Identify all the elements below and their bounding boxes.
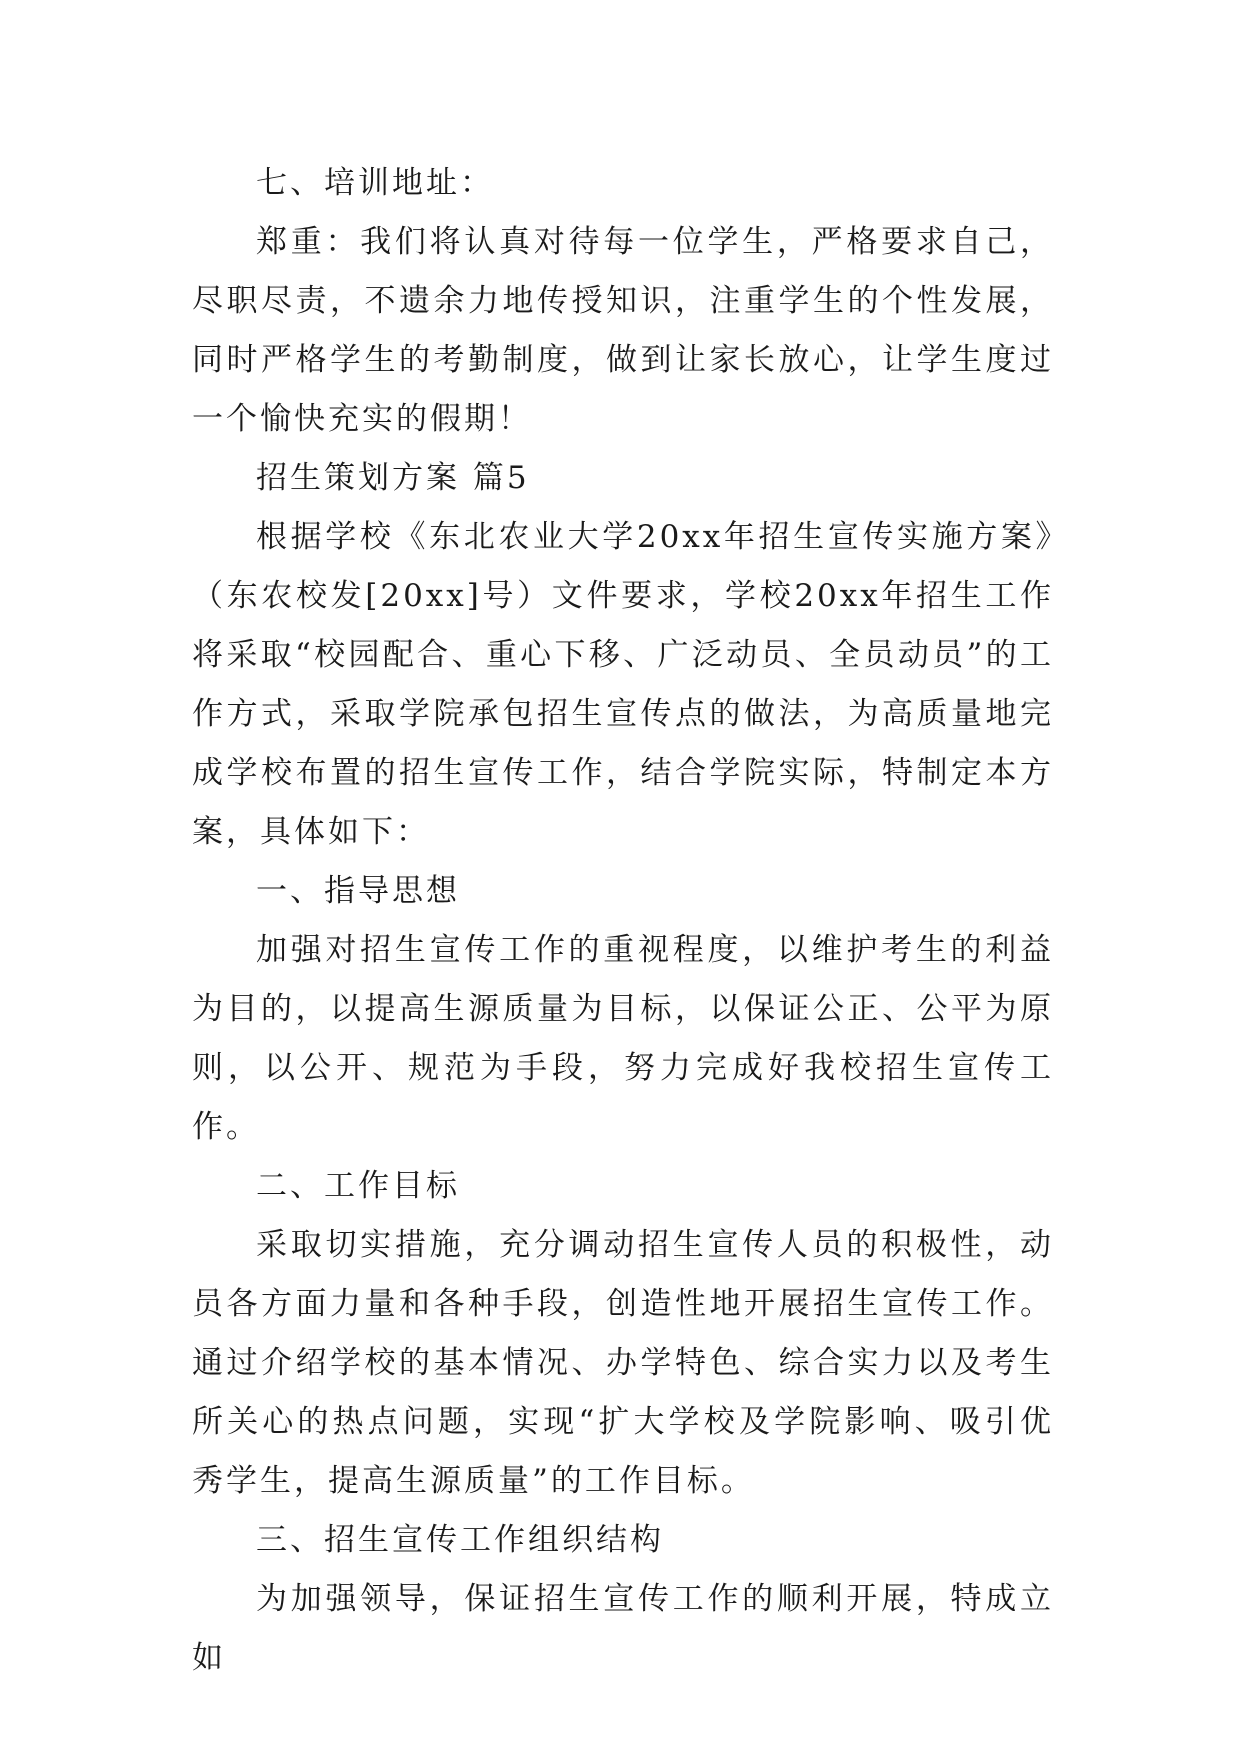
paragraph-commitment: 郑重：我们将认真对待每一位学生，严格要求自己，尽职尽责，不遗余力地传授知识，注重学生的个性发展，同时严格学生的考勤制度，做到让家长放心，让学生度过一个愉快充实的假期！: [192, 224, 1054, 437]
document-body: [192, 154, 1054, 1688]
paragraph-guiding-ideology: 加强对招生宣传工作的重视程度，以维护考生的利益为目的，以提高生源质量为目标，以保证公正、公平为原则，以公开、规范为手段，努力完成好我校招生宣传工作。: [192, 932, 1054, 1145]
plan-title: 招生策划方案 篇5: [256, 460, 530, 496]
section-heading-organization: 三、招生宣传工作组织结构: [256, 1522, 664, 1558]
paragraph-basis: 根据学校《东北农业大学20xx年招生宣传实施方案》（东农校发[20xx]号）文件要求，学校20xx年招生工作将采取“校园配合、重心下移、广泛动员、全员动员”的工作方式，采取学院承包招生宣传点的做法，为高质量地完成学校布置的招生宣传工作，结合学院实际，特制定本方案，具体如下：: [192, 519, 1054, 850]
section-heading-work-goals: 二、工作目标: [256, 1168, 460, 1204]
section-heading-guiding-ideology: 一、指导思想: [256, 873, 460, 909]
section-heading-training-address: 七、培训地址：: [256, 165, 494, 201]
paragraph-organization: 为加强领导，保证招生宣传工作的顺利开展，特成立如: [192, 1581, 1054, 1676]
paragraph-work-goals: 采取切实措施，充分调动招生宣传人员的积极性，动员各方面力量和各种手段，创造性地开展招生宣传工作。通过介绍学校的基本情况、办学特色、综合实力以及考生所关心的热点问题，实现“扩大学校及学院影响、吸引优秀学生，提高生源质量”的工作目标。: [192, 1227, 1054, 1499]
